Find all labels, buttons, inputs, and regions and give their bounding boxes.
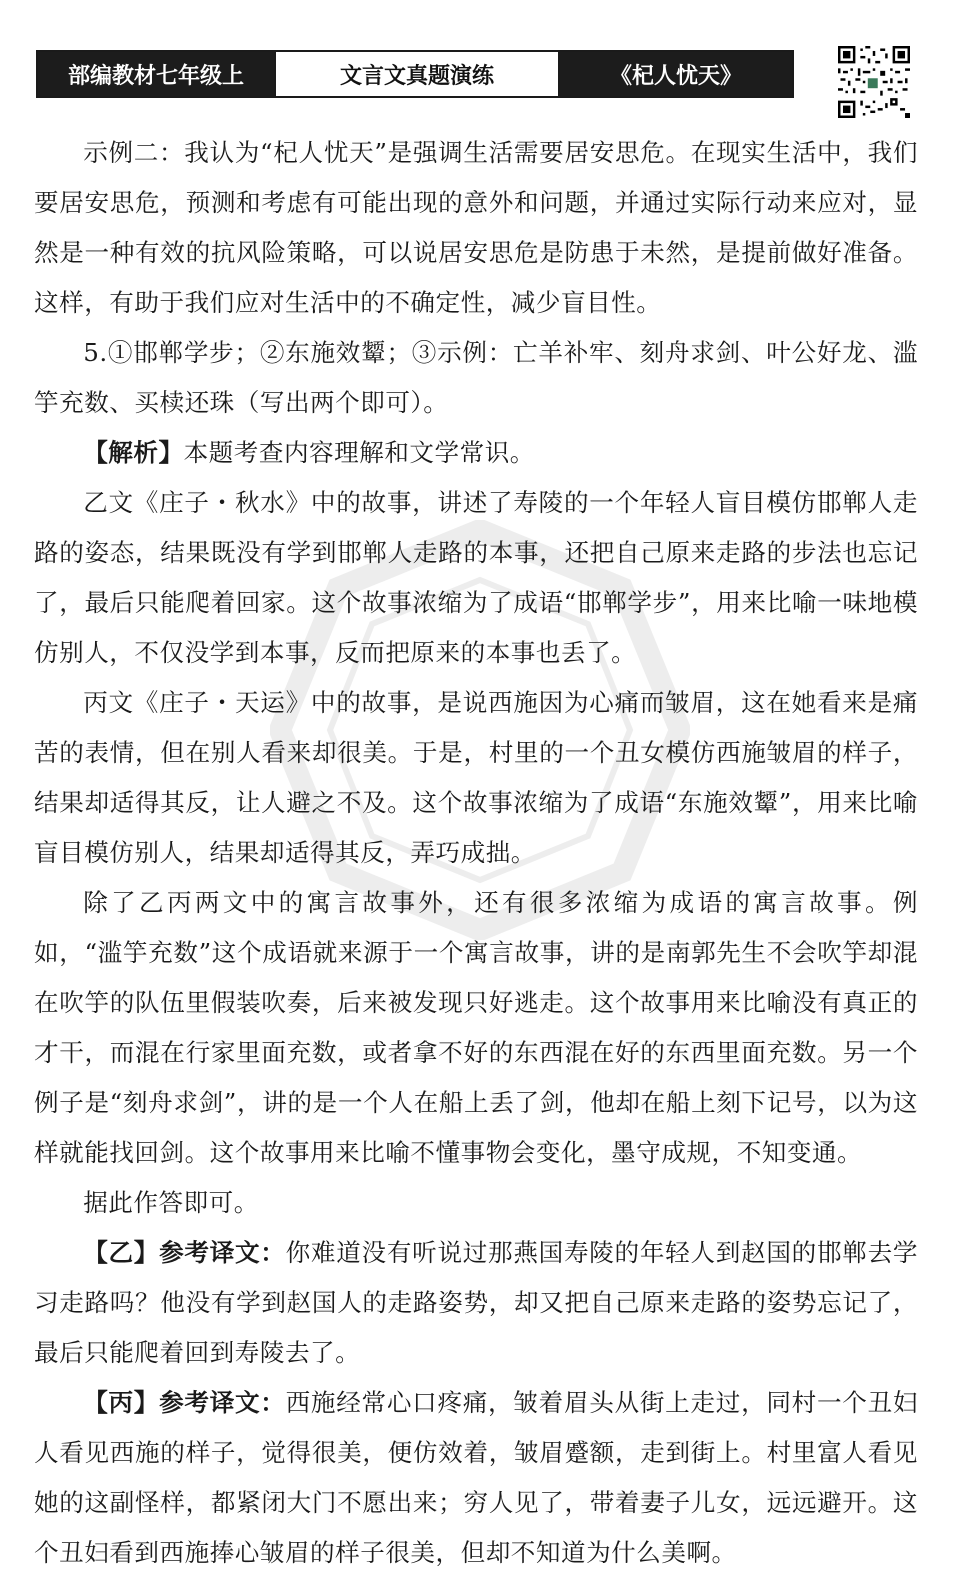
analysis-text: 本题考查内容理解和文学常识。 — [183, 438, 535, 467]
paragraph-text-yi: 乙文《庄子・秋水》中的故事，讲述了寿陵的一个年轻人盲目模仿邯郸人走路的姿态，结果既没有学到邯郸人走路的本事，还把自己原来走路的步法也忘记了，最后只能爬着回家。这个故事浓缩为了成语“邯郸学步”，用来比喻一味地模仿别人，不仅没学到本事，反而把原来的本事也丢了。 — [34, 488, 918, 667]
paragraph-answer-5: 5.①邯郸学步；②东施效颦；③示例：亡羊补牢、刻舟求剑、叶公好龙、滥竽充数、买椟还珠（写出两个即可）。 — [34, 338, 918, 417]
paragraph-text-bing: 丙文《庄子・天运》中的故事，是说西施因为心痛而皱眉，这在她看来是痛苦的表情，但在别人看来却很美。于是，村里的一个丑女模仿西施皱眉的样子，结果却适得其反，让人避之不及。这个故事浓缩为了成语“东施效颦”，用来比喻盲目模仿别人，结果却适得其反，弄巧成拙。 — [34, 688, 918, 867]
paragraph-example-two: 示例二：我认为“杞人忧天”是强调生活需要居安思危。在现实生活中，我们要居安思危，预测和考虑有可能出现的意外和问题，并通过实际行动来应对，显然是一种有效的抗风险策略，可以说居安思危是防患于未然，是提前做好准备。这样，有助于我们应对生活中的不确定性，减少盲目性。 — [34, 138, 918, 317]
paragraph-translation-yi — [34, 1228, 918, 1378]
header-section-title: 文言文真题演练 — [274, 52, 560, 96]
qr-code-graphic — [838, 46, 910, 118]
paragraph-analysis — [34, 428, 918, 478]
document-body — [34, 128, 918, 1578]
translation-yi-label: 【乙】参考译文： — [83, 1238, 286, 1267]
translation-bing-label: 【丙】参考译文： — [83, 1388, 286, 1417]
header-grade-label: 部编教材七年级上 — [38, 52, 274, 96]
translation-yi-text: 你难道没有听说过那燕国寿陵的年轻人到赵国的邯郸去学习走路吗？他没有学到赵国人的走路姿势，却又把自己原来走路的姿势忘记了，最后只能爬着回到寿陵去了。 — [34, 1238, 918, 1367]
header-bar — [36, 50, 794, 98]
qr-code-icon[interactable] — [838, 46, 910, 118]
paragraph-translation-bing — [34, 1378, 918, 1578]
paragraph-other-idioms: 除了乙丙两文中的寓言故事外，还有很多浓缩为成语的寓言故事。例如，“滥竽充数”这个成语就来源于一个寓言故事，讲的是南郭先生不会吹竽却混在吹竽的队伍里假装吹奏，后来被发现只好逃走。这个故事用来比喻没有真正的才干，而混在行家里面充数，或者拿不好的东西混在好的东西里面充数。另一个例子是“刻舟求剑”，讲的是一个人在船上丢了剑，他却在船上刻下记号，以为这样就能找回剑。这个故事用来比喻不懂事物会变化，墨守成规，不知变通。 — [34, 888, 918, 1167]
header-lesson-title: 《杞人忧天》 — [560, 52, 792, 96]
analysis-label: 【解析】 — [83, 438, 184, 467]
paragraph-conclusion: 据此作答即可。 — [83, 1188, 259, 1217]
translation-bing-text: 西施经常心口疼痛，皱着眉头从街上走过，同村一个丑妇人看见西施的样子，觉得很美，便仿效着，皱眉蹙额，走到街上。村里富人看见她的这副怪样，都紧闭大门不愿出来；穷人见了，带着妻子儿女，远远避开。这个丑妇看到西施捧心皱眉的样子很美，但却不知道为什么美啊。 — [34, 1388, 918, 1567]
